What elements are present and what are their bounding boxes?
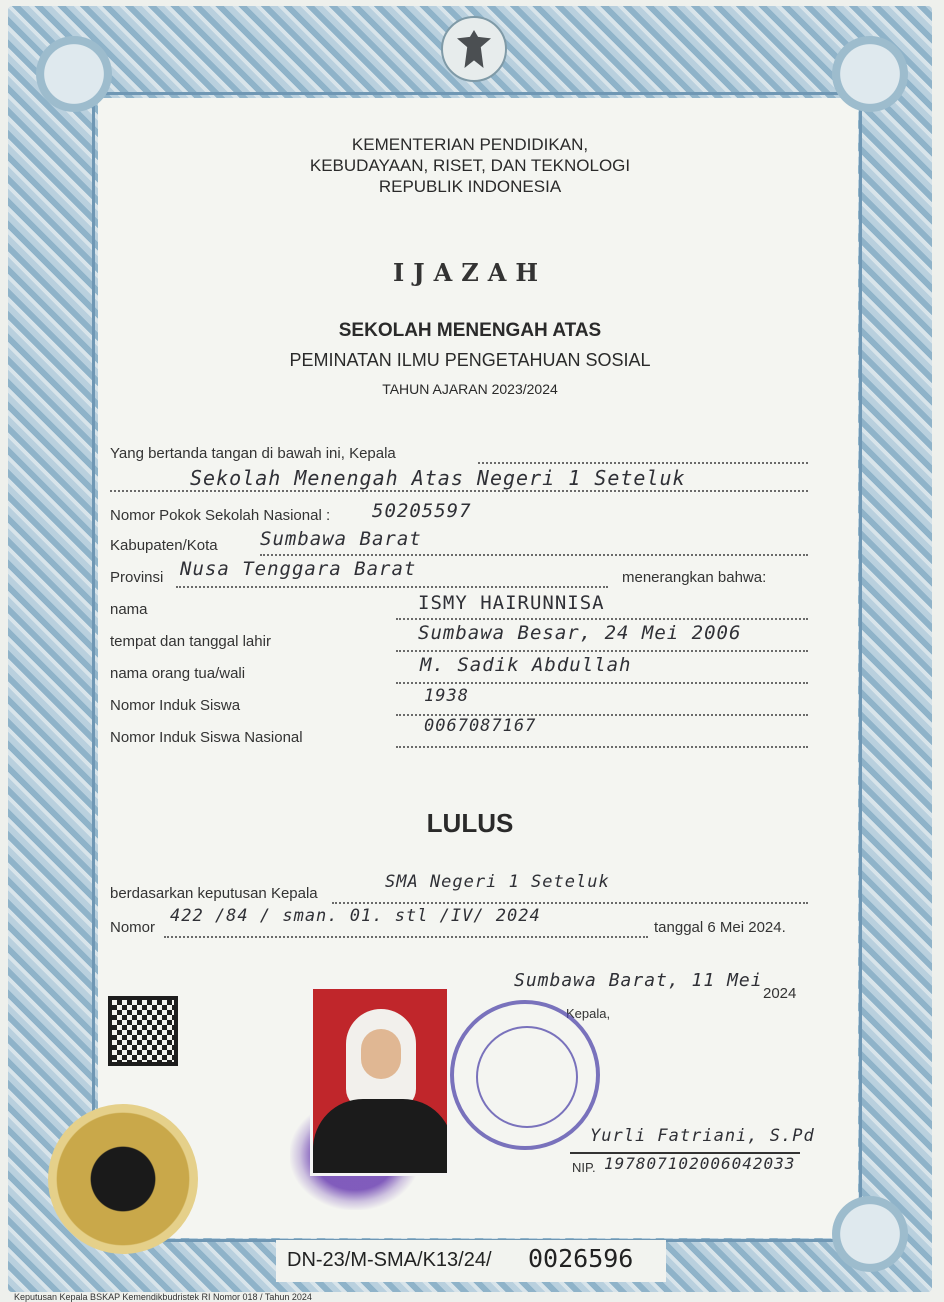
serial-number: 0026596 [528, 1244, 634, 1273]
serial-prefix: DN-23/M-SMA/K13/24/ [287, 1249, 492, 1271]
kabupaten-row [110, 530, 808, 558]
decision-school-value: SMA Negeri 1 Seteluk [385, 872, 610, 892]
signatory-name: Yurli Fatriani, S.Pd [590, 1126, 815, 1146]
hologram-seal [48, 1104, 198, 1254]
ttl-value: Sumbawa Besar, 24 Mei 2006 [418, 622, 742, 644]
nomor-label: Nomor [110, 919, 156, 936]
kabupaten-label: Kabupaten/Kota [110, 537, 218, 554]
program-name: PEMINATAN ILMU PENGETAHUAN SOSIAL [289, 350, 651, 370]
intro-row [110, 438, 808, 466]
provinsi-label: Provinsi [110, 569, 164, 586]
nama-value: ISMY HAIRUNNISA [418, 592, 605, 614]
nis-label: Nomor Induk Siswa [110, 697, 241, 714]
garuda-emblem-icon [441, 16, 507, 82]
kabupaten-value: Sumbawa Barat [260, 528, 422, 550]
footnote: Keputusan Kepala BSKAP Kemendikbudristek RI Nomor 018 / Tahun 2024 [14, 1292, 312, 1302]
npsn-label: Nomor Pokok Sekolah Nasional : [110, 507, 331, 524]
npsn-value: 50205597 [372, 500, 472, 522]
intro-label: Yang bertanda tangan di bawah ini, Kepala [110, 445, 396, 462]
student-photo [310, 986, 450, 1176]
document-title: IJAZAH [392, 258, 548, 287]
signature-role: Kepala, [566, 1006, 611, 1021]
corner-ornament-bottom-right [832, 1196, 908, 1272]
ttl-label: tempat dan tanggal lahir [110, 633, 271, 650]
result-status: LULUS [426, 808, 514, 838]
ministry-line-3: REPUBLIK INDONESIA [378, 177, 562, 196]
ortu-label: nama orang tua/wali [110, 665, 246, 682]
corner-ornament-top-left [36, 36, 112, 112]
school-level: SEKOLAH MENENGAH ATAS [338, 320, 602, 341]
signature-year: 2024 [763, 985, 797, 1002]
menerangkan-label: menerangkan bahwa: [622, 569, 767, 586]
official-stamp [450, 1000, 600, 1150]
ortu-value: M. Sadik Abdullah [420, 654, 632, 676]
decision-date: tanggal 6 Mei 2024. [654, 919, 786, 936]
nomor-value: 422 /84 / sman. 01. stl /IV/ 2024 [170, 906, 541, 926]
qr-code[interactable] [108, 996, 178, 1066]
ministry-line-2: KEBUDAYAAN, RISET, DAN TEKNOLOGI [309, 156, 631, 175]
academic-year: TAHUN AJARAN 2023/2024 [382, 381, 558, 397]
nis-value: 1938 [424, 686, 469, 706]
nama-label: nama [110, 601, 148, 618]
ministry-header [110, 134, 830, 197]
signature-place-date: Sumbawa Barat, 11 Mei [514, 970, 763, 991]
nip-label: NIP. [572, 1160, 596, 1175]
corner-ornament-top-right [832, 36, 908, 112]
nisn-value: 0067087167 [424, 716, 537, 736]
school-name-value: Sekolah Menengah Atas Negeri 1 Seteluk [190, 466, 686, 490]
nisn-label: Nomor Induk Siswa Nasional [110, 729, 303, 746]
ministry-line-1: KEMENTERIAN PENDIDIKAN, [351, 135, 589, 154]
provinsi-value: Nusa Tenggara Barat [180, 558, 417, 580]
nip-value: 197807102006042033 [604, 1154, 796, 1173]
decision-label: berdasarkan keputusan Kepala [110, 885, 318, 902]
